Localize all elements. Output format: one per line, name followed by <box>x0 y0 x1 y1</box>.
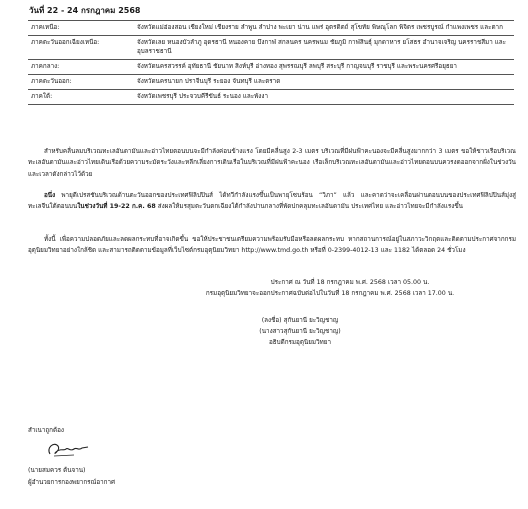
storm-note-text-a: พายุดีเปรสชันบริเวณด้านตะวันออกของประเทศฟิลิปปินส์ ได้ทวีกำลังแรงขึ้นเป็นพายุโซนร้อน “วิภา” แล้ว และคาดว่าจะเคลื่อนผ่านตอนบนของประเทศฟิลิปปินส์มุ่งสู่ทะเลจีนใต้ตอนบน <box>28 192 516 211</box>
storm-note-text-b: ส่งผลให้มรสุมตะวันตกเฉียงใต้กำลังปานกลางที่พัดปกคลุมทะเลอันดามัน ประเทศไทย และอ่าวไทยจะมีกำลังแรงขึ้น <box>155 203 463 211</box>
region-name: ภาคตะวันออกเฉียงเหนือ: <box>28 36 134 60</box>
regions-table <box>28 20 514 105</box>
region-row <box>28 36 514 60</box>
region-row <box>28 21 514 36</box>
region-row <box>28 60 514 75</box>
region-name: ภาคใต้: <box>28 90 134 105</box>
region-name: ภาคกลาง: <box>28 60 134 75</box>
storm-note-lead: อนึ่ง <box>44 192 56 199</box>
region-row <box>28 75 514 90</box>
signatory-title: อธิบดีกรมอุตุนิยมวิทยา <box>269 339 331 346</box>
region-name: ภาคเหนือ: <box>28 21 134 36</box>
region-name: ภาคตะวันออก: <box>28 75 134 90</box>
wave-advisory-paragraph: สำหรับคลื่นลมบริเวณทะเลอันดามันและอ่าวไทยตอนบนจะมีกำลังค่อนข้างแรง โดยมีคลื่นสูง 2-3 เมตร บริเวณที่มีฝนฟ้าคะนองจะมีคลื่นสูงมากกว่า 3 เมตร ขอให้ชาวเรือบริเวณทะเลอันดามันและอ่าวไทยเดินเรือด้วยความระมัดระวังและหลีกเลี่ยงการเดินเรือในบริเวณที่มีฝนฟ้าคะนอง เรือเล็กบริเวณทะเลอันดามันและอ่าวไทยตอนบนควรงดออกจากฝั่งในช่วงวันและเวลาดังกล่าวไว้ด้วย <box>28 148 516 178</box>
signed-line: (ลงชื่อ) สุกันยานี ยะวิญชาญ <box>261 317 339 324</box>
region-provinces: จังหวัดนครนายก ปราจีนบุรี ระยอง จันทบุรี และตราด <box>134 75 514 90</box>
storm-note-dates: ในช่วงวันที่ 19-22 ก.ค. 68 <box>77 203 156 211</box>
certifier-name: (นายสมควร ต้นจาน) <box>28 467 86 474</box>
signatory-name: (นางสาวสุกันยานี ยะวิญชาญ) <box>259 328 341 335</box>
storm-note-paragraph <box>28 190 516 213</box>
region-provinces: จังหวัดเพชรบุรี ประจวบคีรีขันธ์ ระนอง และพังงา <box>134 90 514 105</box>
safety-paragraph: ทั้งนี้ เพื่อความปลอดภัยและลดผลกระทบที่อาจเกิดขึ้น ขอให้ประชาชนเตรียมความพร้อมรับมือหรือลดผลกระทบ หากสถานการณ์อยู่ในสภาวะวิกฤตและติดตามประกาศจากกรมอุตุนิยมวิทยาอย่างใกล้ชิด และสามารถติดตามข้อมูลที่เว็บไซต์กรมอุตุนิยมวิทยา http://www.tmd.go.th หรือที่ 0-2399-4012-13 และ 1182 ได้ตลอด 24 ชั่วโมง <box>28 236 516 255</box>
certified-copy-label: สำเนาถูกต้อง <box>28 427 64 434</box>
certifier-title: ผู้อำนวยการกองพยากรณ์อากาศ <box>28 479 116 486</box>
region-provinces: จังหวัดเลย หนองบัวลำภู อุดรธานี หนองคาย บึงกาฬ สกลนคร นครพนม ชัยภูมิ กาฬสินธุ์ มุกดาหาร ยโสธร อำนาจเจริญ นครราชสีมา และอุบลราชธานี <box>134 36 514 60</box>
issued-line: ประกาศ ณ วันที่ 18 กรกฎาคม พ.ศ. 2568 เวลา 05.00 น. <box>270 279 430 286</box>
region-provinces: จังหวัดนครสวรรค์ อุทัยธานี ชัยนาท สิงห์บุรี อ่างทอง สุพรรณบุรี ลพบุรี สระบุรี กาญจนบุรี ราชบุรี และพระนครศรีอยุธยา <box>134 60 514 75</box>
region-provinces: จังหวัดแม่ฮ่องสอน เชียงใหม่ เชียงราย ลำพูน ลำปาง พะเยา น่าน แพร่ อุตรดิตถ์ สุโขทัย พิษณุโลก พิจิตร เพชรบูรณ์ กำแพงเพชร และตาก <box>134 21 514 36</box>
region-row <box>28 90 514 105</box>
handwritten-signature <box>44 438 94 460</box>
date-range-heading: วันที่ 22 - 24 กรกฎาคม 2568 <box>29 6 141 15</box>
next-issue-line: กรมอุตุนิยมวิทยาจะออกประกาศฉบับต่อไปในวันที่ 18 กรกฎาคม พ.ศ. 2568 เวลา 17.00 น. <box>205 290 455 297</box>
